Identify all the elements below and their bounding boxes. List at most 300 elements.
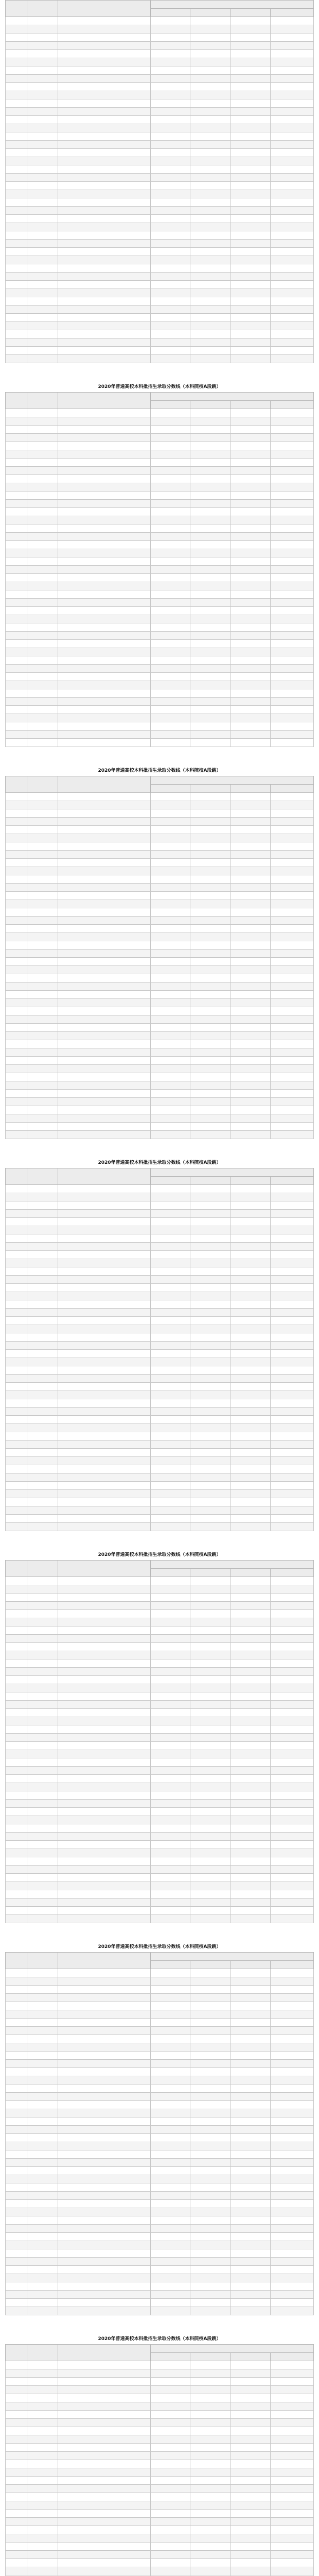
table-cell [271, 1024, 314, 1032]
table-cell [231, 165, 271, 174]
table-cell [190, 2068, 231, 2076]
table-cell [271, 347, 314, 355]
table-cell [27, 1841, 58, 1849]
table-cell [271, 818, 314, 826]
table-cell [150, 1040, 190, 1048]
table-row [6, 966, 314, 974]
table-cell [6, 689, 27, 698]
table-row [6, 991, 314, 999]
table-cell [150, 2150, 190, 2159]
table-cell [231, 1399, 271, 1408]
table-row [6, 2274, 314, 2282]
table-cell [231, 665, 271, 673]
table-row [6, 1234, 314, 1243]
table-cell [150, 434, 190, 442]
table-cell [58, 656, 150, 665]
table-cell [6, 1210, 27, 1218]
table-cell [231, 2084, 271, 2093]
table-cell [271, 1594, 314, 1602]
table-row [6, 42, 314, 50]
table-row [6, 2233, 314, 2241]
table-cell [231, 1284, 271, 1292]
table-cell [231, 347, 271, 355]
table-cell [27, 524, 58, 533]
table-cell [27, 1131, 58, 1139]
table-cell [271, 2452, 314, 2460]
table-cell [58, 2534, 150, 2543]
table-cell [6, 2035, 27, 2043]
table-row [6, 1709, 314, 1717]
table-cell [58, 2299, 150, 2307]
table-cell [6, 974, 27, 982]
table-cell [190, 1659, 231, 1668]
table-cell [27, 574, 58, 582]
table-cell [6, 207, 27, 215]
table-cell [190, 1775, 231, 1783]
header-sub-2 [190, 1177, 231, 1185]
table-cell [6, 1300, 27, 1309]
table-cell [58, 1866, 150, 1874]
table-row [6, 1602, 314, 1610]
table-cell [27, 417, 58, 426]
table-cell [190, 2534, 231, 2543]
table-row [6, 2200, 314, 2208]
table-cell [231, 1866, 271, 1874]
table-cell [150, 908, 190, 917]
table-cell [27, 640, 58, 648]
table-cell [271, 2150, 314, 2159]
table-cell [27, 1350, 58, 1358]
section-caption: 2020年普通高校本科批招生录取分数线（本科院校A段跳） [98, 1552, 221, 1557]
table-cell [58, 281, 150, 289]
table-cell [190, 1791, 231, 1800]
table-cell [231, 2411, 271, 2419]
table-cell [58, 1325, 150, 1333]
table-cell [150, 1210, 190, 1218]
table-cell [231, 2208, 271, 2216]
table-cell [271, 417, 314, 426]
table-cell [150, 1251, 190, 1259]
table-cell [231, 434, 271, 442]
table-cell [150, 1684, 190, 1692]
table-cell [27, 66, 58, 75]
table-row [6, 2501, 314, 2510]
table-cell [150, 289, 190, 297]
table-row [6, 2485, 314, 2493]
table-cell [150, 450, 190, 459]
table-cell [58, 541, 150, 549]
table-cell [190, 698, 231, 706]
table-cell [190, 818, 231, 826]
table-cell [231, 867, 271, 875]
table-cell [27, 2266, 58, 2274]
table-cell [190, 1750, 231, 1758]
table-cell [27, 516, 58, 524]
table-cell [27, 1824, 58, 1833]
table-cell [150, 1701, 190, 1709]
table-cell [190, 1717, 231, 1725]
table-cell [190, 859, 231, 867]
table-cell [271, 925, 314, 933]
table-cell [271, 198, 314, 207]
table-row [6, 714, 314, 722]
table-cell [150, 1833, 190, 1841]
table-cell [58, 599, 150, 607]
table-cell [231, 442, 271, 450]
table-cell [6, 1123, 27, 1131]
table-cell [271, 2402, 314, 2411]
table-cell [6, 1668, 27, 1676]
table-cell [58, 2027, 150, 2035]
table-cell [150, 1506, 190, 1515]
table-cell [27, 681, 58, 689]
table-cell [190, 739, 231, 747]
header-sub-3 [231, 785, 271, 793]
header-index [6, 2345, 27, 2361]
table-cell [231, 2126, 271, 2134]
table-cell [6, 2419, 27, 2427]
table-cell [6, 809, 27, 818]
table-cell [150, 2192, 190, 2200]
table-cell [58, 884, 150, 892]
table-cell [58, 1342, 150, 1350]
table-cell [231, 1676, 271, 1684]
table-cell [150, 999, 190, 1007]
table-cell [231, 1015, 271, 1024]
table-cell [271, 297, 314, 306]
table-cell [190, 2159, 231, 2167]
table-cell [231, 99, 271, 108]
table-cell [27, 1977, 58, 1986]
table-cell [271, 1065, 314, 1073]
table-cell [190, 665, 231, 673]
table-cell [27, 599, 58, 607]
table-cell [190, 198, 231, 207]
table-cell [190, 306, 231, 314]
table-cell [58, 25, 150, 33]
admission-table [5, 1952, 314, 2315]
table-row [6, 1816, 314, 1824]
table-cell [27, 1874, 58, 1882]
table-cell [27, 2183, 58, 2192]
table-cell [150, 1317, 190, 1325]
table-row [6, 1465, 314, 1473]
table-cell [58, 2559, 150, 2567]
table-cell [27, 632, 58, 640]
table-cell [6, 1816, 27, 1824]
table-row [6, 2010, 314, 2019]
table-cell [190, 1276, 231, 1284]
table-cell [231, 1758, 271, 1767]
table-cell [150, 991, 190, 999]
table-row [6, 330, 314, 338]
table-cell [190, 124, 231, 132]
table-cell [271, 2394, 314, 2402]
table-row [6, 1218, 314, 1226]
table-cell [271, 1969, 314, 1977]
table-cell [231, 574, 271, 582]
table-cell [27, 867, 58, 875]
table-cell [27, 330, 58, 338]
table-cell [271, 273, 314, 281]
table-cell [6, 599, 27, 607]
table-cell [27, 689, 58, 698]
table-cell [58, 2493, 150, 2501]
table-row [6, 1473, 314, 1482]
table-cell [27, 615, 58, 623]
table-cell [6, 999, 27, 1007]
table-cell [27, 355, 58, 363]
table-cell [150, 648, 190, 656]
table-cell [6, 574, 27, 582]
table-cell [231, 2386, 271, 2394]
table-cell [150, 2361, 190, 2369]
table-cell [27, 1057, 58, 1065]
table-section [0, 2334, 319, 2576]
header-school [58, 1953, 150, 1969]
table-cell [271, 1366, 314, 1375]
table-cell [27, 900, 58, 908]
table-cell [190, 248, 231, 256]
table-cell [27, 2027, 58, 2035]
table-cell [231, 2068, 271, 2076]
table-cell [190, 2411, 231, 2419]
table-cell [27, 2551, 58, 2559]
table-cell [58, 966, 150, 974]
table-cell [58, 2386, 150, 2394]
table-cell [271, 1874, 314, 1882]
table-cell [271, 2369, 314, 2378]
table-cell [58, 91, 150, 99]
table-cell [231, 2477, 271, 2485]
table-cell [150, 884, 190, 892]
table-cell [27, 1602, 58, 1610]
table-cell [231, 607, 271, 615]
table-row [6, 1857, 314, 1866]
table-row [6, 50, 314, 58]
header-score-group [150, 1953, 313, 1961]
table-cell [27, 322, 58, 330]
table-cell [190, 1424, 231, 1432]
table-cell [231, 2526, 271, 2534]
header-sub-4 [271, 1961, 314, 1969]
table-cell [6, 132, 27, 141]
table-cell [190, 2109, 231, 2117]
table-cell [150, 1866, 190, 1874]
table-cell [190, 223, 231, 231]
table-cell [231, 1259, 271, 1267]
table-cell [150, 1750, 190, 1758]
table-cell [190, 1515, 231, 1523]
table-cell [27, 917, 58, 925]
table-section [0, 1158, 319, 1550]
table-cell [6, 1457, 27, 1465]
table-cell [58, 706, 150, 714]
table-cell [231, 2233, 271, 2241]
table-cell [58, 793, 150, 801]
table-cell [6, 434, 27, 442]
table-cell [27, 1201, 58, 1210]
table-cell [58, 1375, 150, 1383]
table-cell [27, 1090, 58, 1098]
table-cell [271, 950, 314, 958]
table-cell [6, 355, 27, 363]
table-cell [190, 475, 231, 483]
table-cell [190, 1440, 231, 1449]
table-cell [6, 2468, 27, 2477]
table-cell [231, 1350, 271, 1358]
table-cell [6, 648, 27, 656]
table-cell [58, 950, 150, 958]
table-cell [150, 2159, 190, 2167]
table-cell [271, 1292, 314, 1300]
table-cell [6, 1201, 27, 1210]
table-cell [231, 1432, 271, 1440]
table-row [6, 731, 314, 739]
table-cell [271, 25, 314, 33]
table-cell [58, 1626, 150, 1635]
table-cell [271, 2444, 314, 2452]
table-cell [150, 966, 190, 974]
table-cell [150, 1899, 190, 1907]
table-cell [150, 1259, 190, 1267]
table-cell [190, 2027, 231, 2035]
table-cell [6, 1841, 27, 1849]
table-row [6, 2208, 314, 2216]
table-cell [27, 1849, 58, 1857]
table-cell [58, 1366, 150, 1375]
table-cell [231, 42, 271, 50]
table-cell [27, 2117, 58, 2126]
table-cell [231, 75, 271, 83]
table-cell [6, 165, 27, 174]
table-cell [190, 1668, 231, 1676]
table-cell [150, 2551, 190, 2559]
table-cell [231, 1986, 271, 1994]
table-cell [58, 190, 150, 198]
table-row [6, 2159, 314, 2167]
table-cell [6, 2559, 27, 2567]
table-row [6, 2126, 314, 2134]
table-cell [58, 1226, 150, 1234]
table-cell [190, 500, 231, 508]
header-index [6, 776, 27, 793]
table-cell [27, 165, 58, 174]
table-cell [271, 917, 314, 925]
table-cell [6, 1874, 27, 1882]
table-cell [190, 574, 231, 582]
table-cell [58, 1890, 150, 1899]
table-cell [231, 1816, 271, 1824]
table-cell [231, 2150, 271, 2159]
table-cell [231, 141, 271, 149]
table-cell [6, 1218, 27, 1226]
table-cell [150, 1391, 190, 1399]
table-cell [190, 2266, 231, 2274]
table-row [6, 223, 314, 231]
table-cell [58, 182, 150, 190]
table-cell [58, 450, 150, 459]
header-sub-1 [150, 1569, 190, 1577]
table-cell [150, 231, 190, 240]
table-row [6, 1309, 314, 1317]
table-cell [150, 2258, 190, 2266]
table-cell [150, 2002, 190, 2010]
table-cell [150, 330, 190, 338]
table-cell [271, 2002, 314, 2010]
table-row [6, 1866, 314, 1874]
table-cell [271, 1473, 314, 1482]
table-cell [190, 1106, 231, 1114]
table-cell [58, 2551, 150, 2559]
table-cell [231, 648, 271, 656]
table-cell [150, 1775, 190, 1783]
table-cell [271, 974, 314, 982]
table-cell [271, 541, 314, 549]
table-cell [6, 1800, 27, 1808]
table-cell [150, 338, 190, 347]
table-cell [6, 1284, 27, 1292]
table-cell [58, 1618, 150, 1626]
table-cell [27, 1676, 58, 1684]
table-cell [231, 2109, 271, 2117]
table-cell [27, 116, 58, 124]
table-cell [271, 859, 314, 867]
table-cell [58, 1651, 150, 1659]
table-cell [27, 2052, 58, 2060]
table-cell [271, 174, 314, 182]
table-cell [27, 2501, 58, 2510]
table-cell [58, 1915, 150, 1923]
table-cell [58, 1081, 150, 1090]
table-cell [150, 459, 190, 467]
table-cell [231, 1684, 271, 1692]
table-cell [190, 1251, 231, 1259]
table-cell [58, 582, 150, 590]
table-cell [27, 1391, 58, 1399]
table-cell [271, 900, 314, 908]
table-cell [27, 1218, 58, 1226]
table-cell [231, 1602, 271, 1610]
table-cell [271, 2117, 314, 2126]
table-cell [190, 1473, 231, 1482]
table-cell [58, 2101, 150, 2109]
table-row [6, 834, 314, 842]
table-cell [58, 99, 150, 108]
table-cell [231, 2019, 271, 2027]
table-cell [150, 834, 190, 842]
table-cell [271, 1185, 314, 1193]
table-row [6, 2060, 314, 2068]
table-cell [190, 508, 231, 516]
table-cell [190, 950, 231, 958]
table-cell [58, 2183, 150, 2192]
table-cell [271, 2052, 314, 2060]
table-cell [150, 281, 190, 289]
table-cell [271, 2084, 314, 2093]
table-cell [150, 17, 190, 25]
table-cell [27, 859, 58, 867]
table-cell [271, 2258, 314, 2266]
table-cell [58, 2452, 150, 2460]
table-cell [190, 2101, 231, 2109]
table-cell [6, 908, 27, 917]
table-cell [27, 1626, 58, 1635]
table-row [6, 297, 314, 306]
table-cell [271, 793, 314, 801]
table-cell [231, 2002, 271, 2010]
header-sub-2 [190, 9, 231, 17]
